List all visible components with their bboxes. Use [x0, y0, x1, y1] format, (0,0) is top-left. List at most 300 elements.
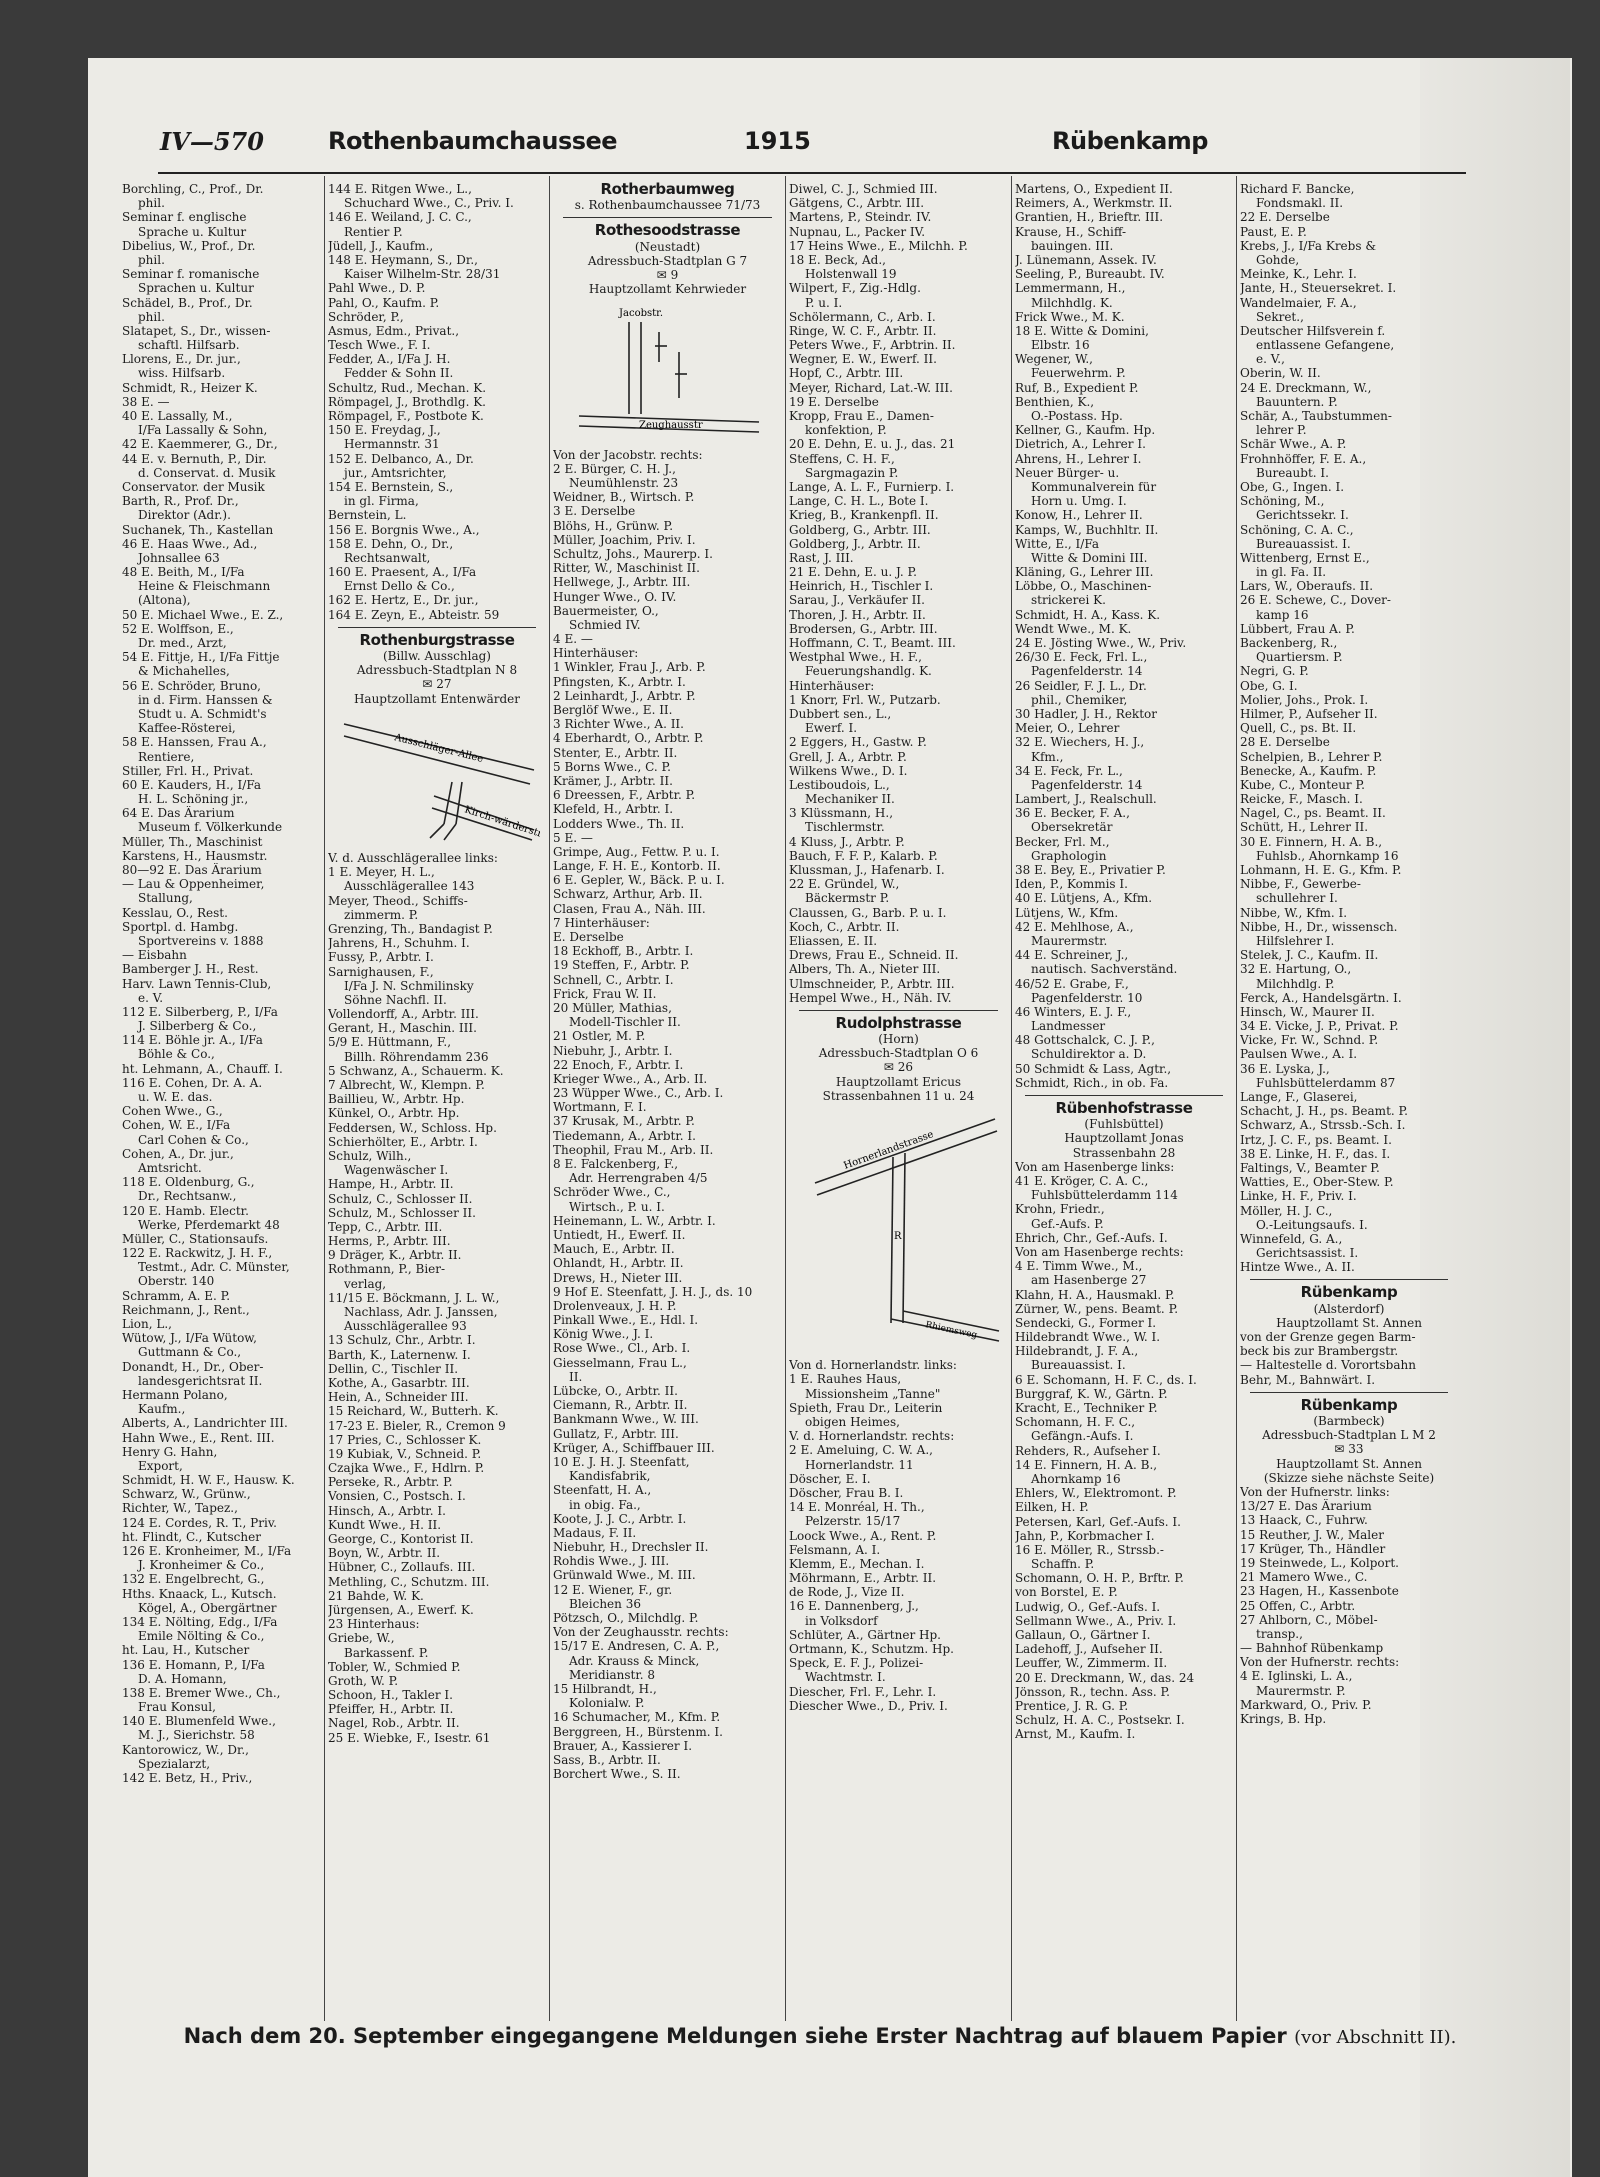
directory-entry-line: Sellmann Wwe., A., Priv. I.	[1015, 1613, 1177, 1628]
directory-entry-line: Fedder & Sohn II.	[344, 366, 454, 381]
directory-entry-line: 36 E. Becker, F. A.,	[1015, 806, 1130, 821]
directory-entry-line: Barkassenf. P.	[344, 1645, 429, 1660]
directory-entry-line: Ringe, W. C. F., Arbtr. II.	[789, 323, 937, 338]
directory-entry-line: Elbstr. 16	[1031, 338, 1090, 353]
directory-entry-line: Bureauassist. I.	[1256, 536, 1351, 551]
directory-entry-line: 158 E. Dehn, O., Dr.,	[328, 536, 454, 551]
directory-entry-line: Llorens, E., Dr. jur.,	[122, 352, 241, 367]
directory-entry-line: Stenter, E., Arbtr. II.	[553, 745, 678, 760]
directory-entry-line: Konow, H., Lehrer II.	[1015, 508, 1143, 523]
directory-entry-line: Methling, C., Schutzm. III.	[328, 1574, 490, 1589]
directory-entry-line: E. Derselbe	[553, 930, 624, 944]
page-header	[152, 127, 1208, 167]
directory-entry-line: 21 E. Dehn, E. u. J. P.	[789, 565, 917, 580]
directory-entry-line: V. d. Hornerlandstr. rechts:	[789, 1429, 955, 1444]
directory-entry-line: jur., Amtsrichter,	[344, 465, 447, 480]
street-info-line: Hauptzollamt Entenwärder	[353, 691, 521, 706]
directory-entry-line: Westphal Wwe., H. F.,	[789, 650, 922, 665]
directory-entry-line: Benecke, A., Kaufm. P.	[1240, 763, 1377, 778]
directory-entry-line: phil.	[138, 252, 165, 267]
directory-entry-line: Hunger Wwe., O. IV.	[553, 589, 677, 604]
directory-entry-line: Irtz, J. C. F., ps. Beamt. I.	[1240, 1132, 1392, 1147]
directory-entry-line: Sass, B., Arbtr. II.	[553, 1752, 661, 1767]
directory-entry-line: Pelzerstr. 15/17	[805, 1514, 901, 1529]
directory-entry-line: Wilpert, F., Zig.-Hdlg.	[789, 281, 921, 296]
directory-entry-line: Wirtsch., P. u. I.	[569, 1199, 665, 1214]
directory-entry-line: Burggraf, K. W., Gärtn. P.	[1015, 1386, 1168, 1401]
footer-notice-tail: (vor Abschnitt II).	[1294, 2027, 1457, 2048]
directory-entry-line: in obig. Fa.,	[569, 1497, 641, 1512]
street-heading: Rothesoodstrasse	[594, 221, 741, 240]
directory-entry-line: 1 E. Rauhes Haus,	[789, 1372, 902, 1387]
directory-entry-line: Kellner, G., Kaufm. Hp.	[1015, 423, 1156, 438]
sketch-map-svg	[795, 1109, 1002, 1349]
directory-entry-line: Krämer, J., Arbtr. II.	[553, 773, 673, 788]
directory-entry-line: Goldberg, J., Arbtr. II.	[789, 536, 921, 551]
entry-list	[328, 851, 546, 1745]
directory-entry-line: Henry G. Hahn,	[122, 1444, 218, 1459]
directory-entry-line: 114 E. Böhle jr. A., I/Fa	[122, 1033, 263, 1048]
directory-entry-line: Obe, G., Ingen. I.	[1240, 479, 1345, 494]
directory-entry-line: Molier, Johs., Prok. I.	[1240, 692, 1369, 707]
directory-entry-line: 23 Hinterhaus:	[328, 1617, 420, 1632]
street-info	[1240, 1302, 1458, 1330]
directory-entry-line: 3 Klüssmann, H.,	[789, 806, 894, 821]
directory-entry-line: Petersen, Karl, Gef.-Aufs. I.	[1015, 1514, 1181, 1529]
directory-entry-line: 22 Enoch, F., Arbtr. I.	[553, 1057, 684, 1072]
directory-entry-line: Bauuntern. P.	[1256, 394, 1338, 409]
directory-entry-line: 20 Müller, Mathias,	[553, 1000, 672, 1015]
directory-entry-line: Hellwege, J., Arbtr. III.	[553, 575, 691, 590]
street-info	[789, 1032, 1008, 1103]
directory-entry-line: Schulz, Wilh.,	[328, 1148, 412, 1163]
directory-entry-line: Diescher Wwe., D., Priv. I.	[789, 1698, 948, 1713]
footer-notice	[150, 2024, 1490, 2048]
directory-entry-line: obigen Heimes,	[805, 1415, 900, 1430]
map-label-r: R	[894, 1231, 902, 1243]
directory-entry-line: 58 E. Hanssen, Frau A.,	[122, 735, 267, 750]
directory-entry-line: Stelek, J. C., Kaufm. II.	[1240, 948, 1379, 963]
directory-entry-line: 4 E. Iglinski, L. A.,	[1240, 1669, 1353, 1684]
directory-entry-line: Hinsch, A., Arbtr. I.	[328, 1503, 446, 1518]
directory-entry-line: Hoffmann, C. T., Beamt. III.	[789, 636, 956, 650]
directory-entry-line: Export,	[138, 1458, 183, 1473]
directory-entry-line: Kantorowicz, W., Dr.,	[122, 1742, 249, 1757]
directory-entry-line: Neuer Bürger- u.	[1015, 465, 1120, 480]
directory-entry-line: Pagenfelderstr. 14	[1031, 777, 1143, 792]
directory-entry-line: wiss. Hilfsarb.	[138, 366, 226, 381]
directory-entry-line: Ciemann, R., Arbtr. II.	[553, 1398, 688, 1413]
directory-entry-line: Heinemann, L. W., Arbtr. I.	[553, 1213, 716, 1228]
directory-entry-line: Kandisfabrik,	[569, 1469, 651, 1484]
directory-entry-line: Schultz, Rud., Mechan. K.	[328, 380, 487, 395]
directory-entry-line: Meinke, K., Lehr. I.	[1240, 267, 1357, 282]
directory-entry-line: Perseke, R., Arbtr. P.	[328, 1475, 453, 1490]
directory-entry-line: Krieger Wwe., A., Arb. II.	[553, 1071, 708, 1086]
directory-entry-line: 19 E. Derselbe	[789, 394, 879, 409]
directory-entry-line: 24 E. Jösting Wwe., W., Priv.	[1015, 636, 1187, 650]
directory-entry-line: Jahn, P., Korbmacher I.	[1015, 1528, 1155, 1543]
directory-entry-line: Hinsch, W., Maurer II.	[1240, 1004, 1375, 1019]
directory-entry-line: Döscher, E. I.	[789, 1471, 871, 1486]
directory-entry-line: 13 Haack, C., Fuhrw.	[1240, 1513, 1368, 1528]
map-label-hornerlandstrasse: Hornerlandstrasse	[842, 1129, 936, 1172]
directory-entry-line: Klemm, E., Mechan. I.	[789, 1556, 925, 1571]
column-4	[789, 182, 1008, 1713]
street-info-line: ✉ 27	[422, 677, 452, 692]
directory-entry-line: lehrer P.	[1256, 423, 1307, 438]
directory-entry-line: J. Kronheimer & Co.,	[138, 1558, 265, 1573]
directory-entry-line: Gullatz, F., Arbtr. III.	[553, 1426, 679, 1441]
directory-entry-line: Vonsien, C., Postsch. I.	[328, 1489, 466, 1504]
directory-entry-line: Studt u. A. Schmidt's	[138, 706, 267, 721]
directory-entry-line: 15/17 E. Andresen, C. A. P.,	[553, 1639, 720, 1654]
directory-entry-line: Hornerlandstr. 11	[805, 1457, 914, 1472]
directory-entry-line: Drews, Frau E., Schneid. II.	[789, 948, 959, 963]
directory-entry-line: Klahn, H. A., Hausmakl. P.	[1015, 1287, 1175, 1302]
directory-entry-line: Witte & Domini III.	[1031, 550, 1148, 565]
directory-entry-line: Schädel, B., Prof., Dr.	[122, 295, 253, 310]
directory-entry-line: Rentier P.	[344, 224, 403, 239]
directory-entry-line: Koote, J. J. C., Arbtr. I.	[553, 1511, 687, 1526]
directory-entry-line: Römpagel, F., Postbote K.	[328, 409, 484, 423]
entry-list	[553, 448, 782, 1782]
directory-entry-line: 156 E. Borgnis Wwe., A.,	[328, 522, 480, 537]
directory-entry-line: Heinrich, H., Tischler I.	[789, 579, 934, 594]
directory-entry-line: Ahornkamp 16	[1031, 1471, 1121, 1486]
section-divider	[1025, 1095, 1223, 1096]
directory-entry-line: Watties, E., Ober-Stew. P.	[1240, 1175, 1394, 1190]
directory-entry-line: Gerichtsassist. I.	[1256, 1246, 1359, 1261]
directory-entry-line: 64 E. Das Ärarium	[122, 806, 235, 821]
directory-entry-line: Ewerf. I.	[805, 721, 858, 736]
directory-entry-line: Hilmer, P., Aufseher II.	[1240, 706, 1378, 721]
directory-entry-line: Grenzing, Th., Bandagist P.	[328, 921, 493, 936]
directory-entry-line: 54 E. Fittje, H., I/Fa Fittje	[122, 650, 280, 665]
directory-entry-line: 142 E. Betz, H., Priv.,	[122, 1771, 253, 1785]
directory-entry-line: 21 Mamero Wwe., C.	[1240, 1570, 1368, 1585]
sketch-map-svg	[559, 302, 776, 438]
directory-entry-line: Kamps, W., Buchhltr. II.	[1015, 522, 1159, 537]
directory-entry-line: Tobler, W., Schmied P.	[328, 1659, 461, 1674]
street-reference: s. Rothenbaumchaussee 71/73	[574, 198, 761, 213]
directory-entry-line: Witte, E., I/Fa	[1015, 536, 1099, 551]
directory-entry-line: Sekret.,	[1256, 309, 1304, 324]
directory-entry-line: Albers, Th. A., Nieter III.	[789, 962, 941, 977]
directory-entry-line: Ortmann, K., Schutzm. Hp.	[789, 1642, 954, 1657]
directory-entry-line: Gohde,	[1256, 252, 1300, 267]
directory-entry-line: V. d. Ausschlägerallee links:	[328, 851, 498, 866]
directory-entry-line: Wachtmstr. I.	[805, 1670, 886, 1685]
directory-entry-line: 30 E. Finnern, H. A. B.,	[1240, 834, 1383, 849]
directory-entry-line: 1 Winkler, Frau J., Arb. P.	[553, 660, 706, 675]
directory-entry-line: Lestiboudois, L.,	[789, 777, 890, 792]
directory-entry-line: kamp 16	[1256, 607, 1309, 622]
directory-entry-line: Heine & Fleischmann	[138, 579, 271, 594]
directory-entry-line: 38 E. Linke, H. F., das. I.	[1240, 1146, 1391, 1161]
directory-entry-line: von der Grenze gegen Barm-	[1240, 1330, 1416, 1345]
directory-entry-line: II.	[569, 1369, 583, 1384]
directory-entry-line: Fuhlsbüttelerdamm 87	[1256, 1075, 1396, 1090]
directory-entry-line: Lange, A. L. F., Furnierp. I.	[789, 479, 955, 494]
map-label-kirchwaerderstr: Kirch-wärderstr.	[463, 804, 540, 841]
street-info-line: Adressbuch-Stadtplan N 8	[356, 663, 518, 678]
directory-entry-line: 20 E. Dreckmann, W., das. 24	[1015, 1670, 1195, 1685]
directory-entry-line: 48 Gottschalck, C. J. P.,	[1015, 1033, 1155, 1048]
directory-entry-line: 9 Dräger, K., Arbtr. II.	[328, 1248, 462, 1263]
directory-entry-line: 46/52 E. Grabe, F.,	[1015, 976, 1129, 991]
directory-entry-line: Groth, W. P.	[328, 1673, 399, 1688]
directory-entry-line: 32 E. Hartung, O.,	[1240, 962, 1352, 977]
directory-entry-line: — Haltestelle d. Vorortsbahn	[1240, 1358, 1416, 1373]
street-info-line: ✉ 33	[1334, 1442, 1364, 1457]
directory-entry-line: Dibelius, W., Prof., Dr.	[122, 238, 256, 253]
directory-entry-line: Rast, J. III.	[789, 550, 854, 565]
directory-entry-line: Lambert, J., Realschull.	[1015, 792, 1157, 807]
directory-entry-line: Rentiere,	[138, 749, 195, 764]
directory-entry-line: Sprache u. Kultur	[138, 224, 247, 239]
directory-entry-line: 16 E. Dannenberg, J.,	[789, 1599, 919, 1614]
street-heading: Rübenkamp	[1300, 1395, 1398, 1414]
directory-entry-line: Frau Konsul,	[138, 1700, 216, 1715]
directory-entry-line: Hildebrandt Wwe., W. I.	[1015, 1330, 1161, 1345]
directory-entry-line: Behr, M., Bahnwärt. I.	[1240, 1372, 1376, 1387]
column-divider	[324, 176, 325, 2021]
directory-entry-line: Harv. Lawn Tennis-Club,	[122, 976, 272, 991]
directory-entry-line: Claussen, G., Barb. P. u. I.	[789, 905, 947, 920]
directory-entry-line: Krebs, J., I/Fa Krebs &	[1240, 238, 1376, 253]
directory-entry-line: 116 E. Cohen, Dr. A. A.	[122, 1075, 263, 1090]
directory-entry-line: Schölermann, C., Arb. I.	[789, 309, 936, 324]
directory-entry-line: Rohdis Wwe., J. III.	[553, 1554, 670, 1569]
directory-entry-line: Borchling, C., Prof., Dr.	[122, 182, 264, 196]
street-info-line: Strassenbahn 28	[1072, 1145, 1176, 1160]
directory-entry-line: Schulz, C., Schlosser II.	[328, 1191, 473, 1206]
directory-entry-line: Hahn Wwe., E., Rent. III.	[122, 1430, 275, 1445]
directory-entry-line: Paust, E. P.	[1240, 224, 1307, 239]
directory-entry-line: Dubbert sen., L.,	[789, 706, 892, 721]
directory-entry-line: 38 E. —	[122, 394, 170, 409]
directory-entry-line: Richard F. Bancke,	[1240, 182, 1355, 196]
directory-entry-line: Nachlass, Adr. J. Janssen,	[344, 1305, 498, 1320]
directory-entry-line: Amtsricht.	[138, 1160, 202, 1175]
directory-entry-line: Frick, Frau W. II.	[553, 986, 657, 1001]
street-info	[1015, 1117, 1233, 1160]
directory-entry-line: Becker, Frl. M.,	[1015, 834, 1110, 849]
directory-entry-line: Kaiser Wilhelm-Str. 28/31	[344, 267, 501, 282]
directory-entry-line: 140 E. Blumenfeld Wwe.,	[122, 1714, 276, 1729]
directory-entry-line: Steffens, C. H. F.,	[789, 451, 895, 466]
directory-entry-line: Mechaniker II.	[805, 792, 895, 807]
street-info-line: Strassenbahnen 11 u. 24	[822, 1088, 975, 1103]
directory-entry-line: Wittenberg, Ernst E.,	[1240, 550, 1370, 565]
directory-entry-line: Madaus, F. II.	[553, 1525, 637, 1540]
directory-entry-line: 3 Richter Wwe., A. II.	[553, 717, 684, 732]
directory-entry-line: Ehrich, Chr., Gef.-Aufs. I.	[1015, 1230, 1168, 1245]
street-info-line: (Fuhlsbüttel)	[1084, 1117, 1164, 1132]
directory-entry-line: Barth, R., Prof. Dr.,	[122, 494, 239, 509]
directory-entry-line: 12 E. Wiener, F., gr.	[553, 1582, 673, 1597]
directory-entry-line: Drews, H., Nieter III.	[553, 1270, 683, 1285]
directory-entry-line: Winnefeld, G. A.,	[1240, 1231, 1343, 1246]
directory-entry-line: transp.,	[1256, 1626, 1303, 1641]
directory-entry-line: Grell, J. A., Arbtr. P.	[789, 749, 907, 764]
directory-entry-line: Borchert Wwe., S. II.	[553, 1767, 681, 1782]
directory-entry-line: 52 E. Wolffson, E.,	[122, 621, 234, 636]
directory-entry-line: Rothmann, P., Bier-	[328, 1262, 446, 1277]
directory-entry-line: entlassene Gefangene,	[1256, 338, 1395, 353]
directory-entry-line: in gl. Fa. II.	[1256, 565, 1327, 580]
map-label-rhiemsweg: Rhiemsweg	[924, 1320, 979, 1341]
directory-entry-line: u. W. E. das.	[138, 1090, 213, 1104]
directory-entry-line: Gerant, H., Maschin. III.	[328, 1021, 477, 1036]
directory-entry-line: Barth, K., Laternenw. I.	[328, 1347, 471, 1362]
directory-entry-line: Pahl, O., Kaufm. P.	[328, 295, 440, 310]
directory-entry-line: Schütt, H., Lehrer II.	[1240, 820, 1369, 835]
section-divider	[563, 217, 772, 218]
street-sketch-map	[334, 712, 540, 845]
directory-entry-line: J. Lünemann, Assek. IV.	[1015, 252, 1157, 267]
directory-entry-line: 36 E. Lyska, J.,	[1240, 1061, 1330, 1076]
directory-entry-line: Nibbe, H., Dr., wissensch.	[1240, 919, 1398, 934]
directory-entry-line: J. Silberberg & Co.,	[138, 1019, 257, 1034]
directory-entry-line: Leuffer, W., Zimmerm. II.	[1015, 1656, 1168, 1671]
directory-entry-line: Wegener, W.,	[1015, 352, 1093, 367]
directory-entry-line: Brauer, A., Kassierer I.	[553, 1738, 693, 1753]
directory-entry-line: Lange, C. H. L., Bote I.	[789, 494, 929, 509]
directory-entry-line: — Eisbahn	[122, 948, 187, 963]
directory-entry-line: Gerichtssekr. I.	[1256, 508, 1349, 523]
directory-entry-line: Kundt Wwe., H. II.	[328, 1517, 442, 1532]
directory-entry-line: Schwarz, W., Grünw.,	[122, 1487, 251, 1502]
directory-entry-line: Steenfatt, H. A.,	[553, 1483, 652, 1498]
directory-entry-line: 5 Borns Wwe., C. P.	[553, 759, 671, 774]
directory-entry-line: Schultz, Johs., Maurerp. I.	[553, 546, 713, 561]
directory-entry-line: Billh. Röhrendamm 236	[344, 1049, 489, 1064]
section-divider	[799, 1010, 998, 1011]
directory-entry-line: George, C., Kontorist II.	[328, 1532, 474, 1547]
directory-entry-line: Modell-Tischler II.	[569, 1015, 681, 1030]
section-divider	[338, 627, 536, 628]
directory-entry-line: Wilkens Wwe., D. I.	[789, 763, 908, 778]
column-divider	[1236, 176, 1237, 2021]
directory-entry-line: Künkel, O., Arbtr. Hp.	[328, 1106, 460, 1121]
directory-entry-line: verlag,	[344, 1276, 387, 1291]
directory-entry-line: Goldberg, G., Arbtr. III.	[789, 522, 931, 537]
directory-entry-line: beck bis zur Brambergstr.	[1240, 1344, 1399, 1359]
entry-list	[1240, 1485, 1458, 1726]
directory-entry-line: 34 E. Feck, Fr. L.,	[1015, 763, 1123, 778]
directory-entry-line: 25 Offen, C., Arbtr.	[1240, 1598, 1356, 1613]
directory-entry-line: Tesch Wwe., F. I.	[328, 338, 431, 353]
directory-entry-line: 26/30 E. Feck, Frl. L.,	[1015, 650, 1148, 665]
directory-entry-line: Obe, G. I.	[1240, 678, 1298, 693]
directory-entry-line: Feuerwehrm. P.	[1031, 366, 1126, 381]
directory-entry-line: Römpagel, J., Brothdlg. K.	[328, 394, 486, 409]
directory-entry-line: Reicke, F., Masch. I.	[1240, 792, 1363, 807]
directory-entry-line: 162 E. Hertz, E., Dr. jur.,	[328, 593, 479, 608]
directory-entry-line: König Wwe., J. I.	[553, 1327, 654, 1342]
directory-entry-line: Sargmagazin P.	[805, 465, 899, 480]
directory-entry-line: Sportvereins v. 1888	[138, 933, 264, 948]
directory-entry-line: Schelpien, B., Lehrer P.	[1240, 749, 1383, 764]
directory-entry-line: 2 Leinhardt, J., Arbtr. P.	[553, 688, 696, 703]
footer-notice-bold: Nach dem 20. September eingegangene Meldungen siehe Erster Nachtrag auf blauem Papier	[183, 2024, 1287, 2048]
directory-entry-line: 9 Hof E. Steenfatt, J. H. J., ds. 10	[553, 1284, 753, 1299]
directory-entry-line: Asmus, Edm., Privat.,	[328, 323, 460, 338]
directory-entry-line: Bureaubt. I.	[1256, 465, 1329, 480]
directory-entry-line: Seminar f. englische	[122, 210, 247, 225]
directory-entry-line: Werke, Pferdemarkt 48	[138, 1217, 280, 1232]
directory-entry-line: Richter, W., Tapez.,	[122, 1501, 238, 1516]
directory-entry-line: Ernst Dello & Co.,	[344, 579, 455, 594]
directory-entry-line: Von am Hasenberge links:	[1015, 1159, 1175, 1174]
directory-entry-line: Hübner, C., Zollaufs. III.	[328, 1560, 476, 1575]
column-1	[122, 182, 320, 1785]
directory-entry-line: Donandt, H., Dr., Ober-	[122, 1359, 264, 1374]
directory-entry-line: 27 Ahlborn, C., Möbel-	[1240, 1612, 1378, 1627]
directory-entry-line: Nupnau, L., Packer IV.	[789, 224, 926, 239]
directory-entry-line: Horn u. Umg. I.	[1031, 494, 1127, 509]
directory-entry-line: 60 E. Kauders, H., I/Fa	[122, 777, 261, 792]
directory-entry-line: Hths. Knaack, L., Kutsch.	[122, 1586, 277, 1601]
directory-entry-line: Benthien, K.,	[1015, 394, 1095, 409]
directory-entry-line: Lohmann, H. E. G., Kfm. P.	[1240, 863, 1402, 877]
directory-entry-line: Deutscher Hilfsverein f.	[1240, 323, 1386, 338]
directory-entry-line: Frohnhöffer, F. E. A.,	[1240, 451, 1367, 466]
directory-entry-line: Pinkall Wwe., E., Hdl. I.	[553, 1313, 699, 1328]
directory-entry-line: nautisch. Sachverständ.	[1031, 962, 1178, 977]
directory-entry-line: Conservator. der Musik	[122, 479, 265, 494]
header-street-left: Rothenbaumchaussee	[328, 127, 618, 155]
header-year: 1915	[744, 127, 811, 155]
directory-entry-line: Maurermstr.	[1031, 933, 1108, 948]
directory-entry-line: Stallung,	[138, 891, 193, 906]
directory-entry-line: Griebe, W.,	[328, 1631, 395, 1646]
directory-entry-line: Hermann Polano,	[122, 1387, 228, 1402]
directory-entry-line: Thoren, J. H., Arbtr. II.	[789, 607, 926, 622]
directory-entry-line: Schomann, H. F. C.,	[1015, 1415, 1136, 1430]
directory-entry-line: Prentice, J. R. G. P.	[1015, 1698, 1129, 1713]
directory-entry-line: Hein, A., Schneider III.	[328, 1390, 469, 1405]
directory-entry-line: Ritter, W., Maschinist II.	[553, 561, 700, 576]
directory-entry-line: Hempel Wwe., H., Näh. IV.	[789, 990, 952, 1005]
street-sketch-map	[559, 302, 776, 441]
directory-entry-line: 37 Krusak, M., Arbtr. P.	[553, 1114, 695, 1129]
directory-entry-line: Schuldirektor a. D.	[1031, 1047, 1147, 1062]
sketch-map-svg	[334, 712, 540, 842]
directory-entry-line: Oberstr. 140	[138, 1274, 215, 1289]
directory-entry-line: Backenberg, R.,	[1240, 636, 1338, 650]
entry-list	[1240, 182, 1458, 1274]
directory-entry-line: D. A. Homann,	[138, 1671, 227, 1686]
directory-entry-line: (Altona),	[138, 593, 191, 608]
street-info-line: (Horn)	[878, 1032, 919, 1047]
directory-entry-line: Ausschlägerallee 93	[344, 1319, 467, 1334]
directory-entry-line: Kothe, A., Gasarbtr. III.	[328, 1375, 470, 1390]
directory-entry-line: Linke, H. F., Priv. I.	[1240, 1189, 1357, 1204]
directory-entry-line: Lütjens, W., Kfm.	[1015, 905, 1119, 920]
directory-entry-line: von Borstel, E. P.	[1015, 1585, 1118, 1600]
directory-entry-line: Hildebrandt, J. F. A.,	[1015, 1344, 1139, 1359]
directory-entry-line: Lange, F., Glaserei,	[1240, 1090, 1358, 1104]
directory-entry-line: 146 E. Weiland, J. C. C.,	[328, 210, 472, 225]
directory-entry-line: Niebuhr, H., Drechsler II.	[553, 1540, 709, 1555]
directory-entry-line: Emile Nölting & Co.,	[138, 1629, 265, 1644]
directory-entry-line: Loock Wwe., A., Rent. P.	[789, 1528, 937, 1543]
directory-entry-line: 15 Reuther, J. W., Maler	[1240, 1527, 1384, 1542]
directory-entry-line: Adr. Herrengraben 4/5	[569, 1171, 708, 1186]
